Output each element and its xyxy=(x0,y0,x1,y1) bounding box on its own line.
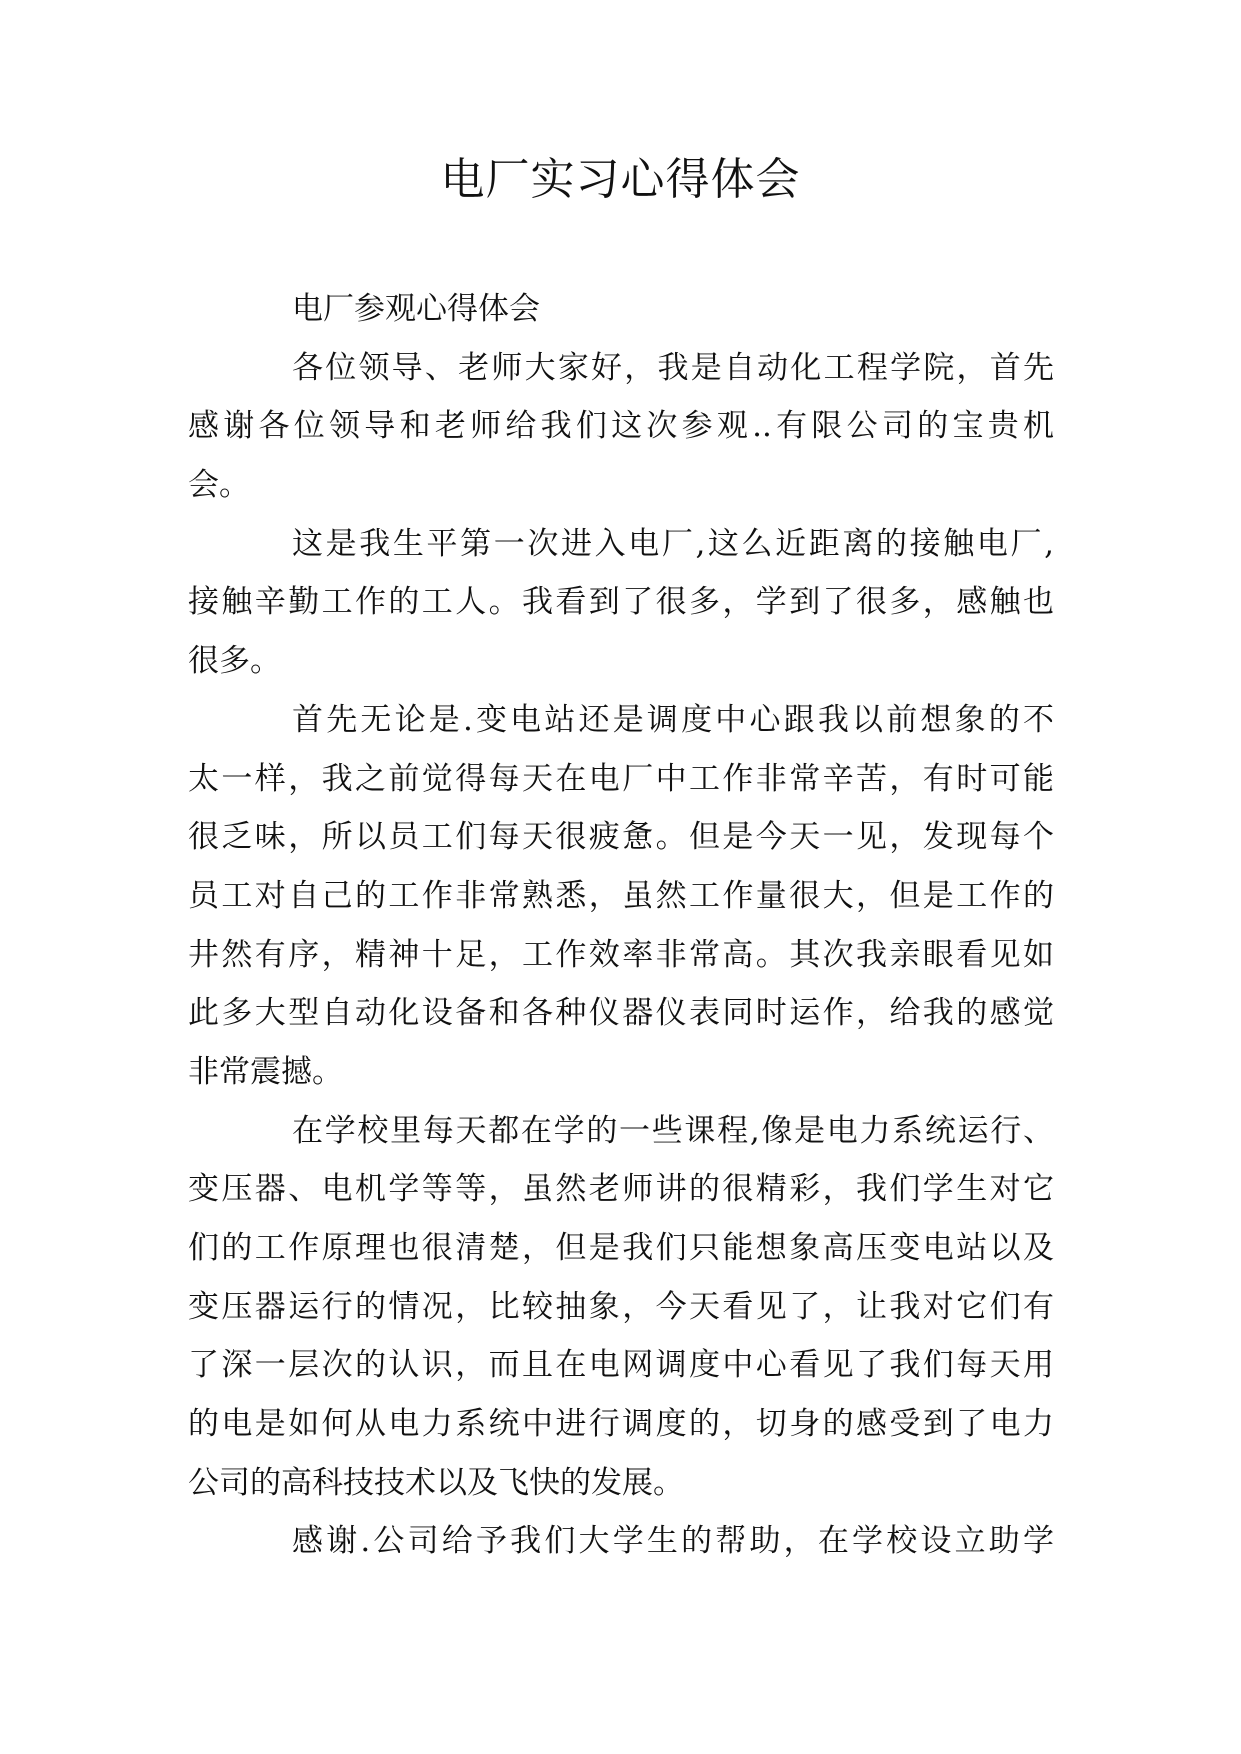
text-line: 很乏味，所以员工们每天很疲惫。但是今天一见，发现每个 xyxy=(188,819,1054,856)
text-line: 变压器、电机学等等，虽然老师讲的很精彩，我们学生对它 xyxy=(188,1171,1054,1208)
text-line: 变压器运行的情况，比较抽象，今天看见了，让我对它们有 xyxy=(188,1288,1054,1325)
document-title: 电厂实习心得体会 xyxy=(440,154,801,205)
text-line: 这是我生平第一次进入电厂,这么近距离的接触电厂, xyxy=(292,525,1054,562)
text-line: 的电是如何从电力系统中进行调度的，切身的感受到了电力 xyxy=(188,1406,1054,1443)
paragraph-coursework xyxy=(188,1102,1054,1513)
paragraph-thanks xyxy=(188,1512,1054,1571)
text-line: 感谢.公司给予我们大学生的帮助，在学校设立助学 xyxy=(292,1523,1054,1560)
text-line: 员工对自己的工作非常熟悉，虽然工作量很大，但是工作的 xyxy=(188,877,1054,914)
text-line: 此多大型自动化设备和各种仪器仪表同时运作，给我的感觉 xyxy=(188,995,1054,1032)
text-line: 井然有序，精神十足，工作效率非常高。其次我亲眼看见如 xyxy=(188,936,1054,973)
text-line: 各位领导、老师大家好，我是自动化工程学院，首先 xyxy=(292,349,1054,386)
text-line: 很多。 xyxy=(188,643,281,680)
text-line: 了深一层次的认识，而且在电网调度中心看见了我们每天用 xyxy=(188,1347,1054,1384)
paragraph-first-visit xyxy=(188,515,1054,691)
text-line: 公司的高科技技术以及飞快的发展。 xyxy=(188,1464,684,1501)
document-body xyxy=(188,280,1054,1571)
paragraph-impressions xyxy=(188,691,1054,1102)
text-line: 们的工作原理也很清楚，但是我们只能想象高压变电站以及 xyxy=(188,1230,1054,1266)
text-line: 会。 xyxy=(188,467,250,504)
text-line: 非常震撼。 xyxy=(188,1053,343,1090)
text-line: 感谢各位领导和老师给我们这次参观..有限公司的宝贵机 xyxy=(188,408,1054,445)
text-line: 太一样，我之前觉得每天在电厂中工作非常辛苦，有时可能 xyxy=(188,760,1054,797)
paragraph-greeting xyxy=(188,339,1054,515)
text-line: 在学校里每天都在学的一些课程,像是电力系统运行、 xyxy=(292,1112,1054,1149)
text-line: 电厂参观心得体会 xyxy=(292,291,540,327)
paragraph-subtitle xyxy=(188,280,1054,339)
text-line: 接触辛勤工作的工人。我看到了很多，学到了很多，感触也 xyxy=(188,584,1054,621)
text-line: 首先无论是.变电站还是调度中心跟我以前想象的不 xyxy=(292,701,1054,738)
